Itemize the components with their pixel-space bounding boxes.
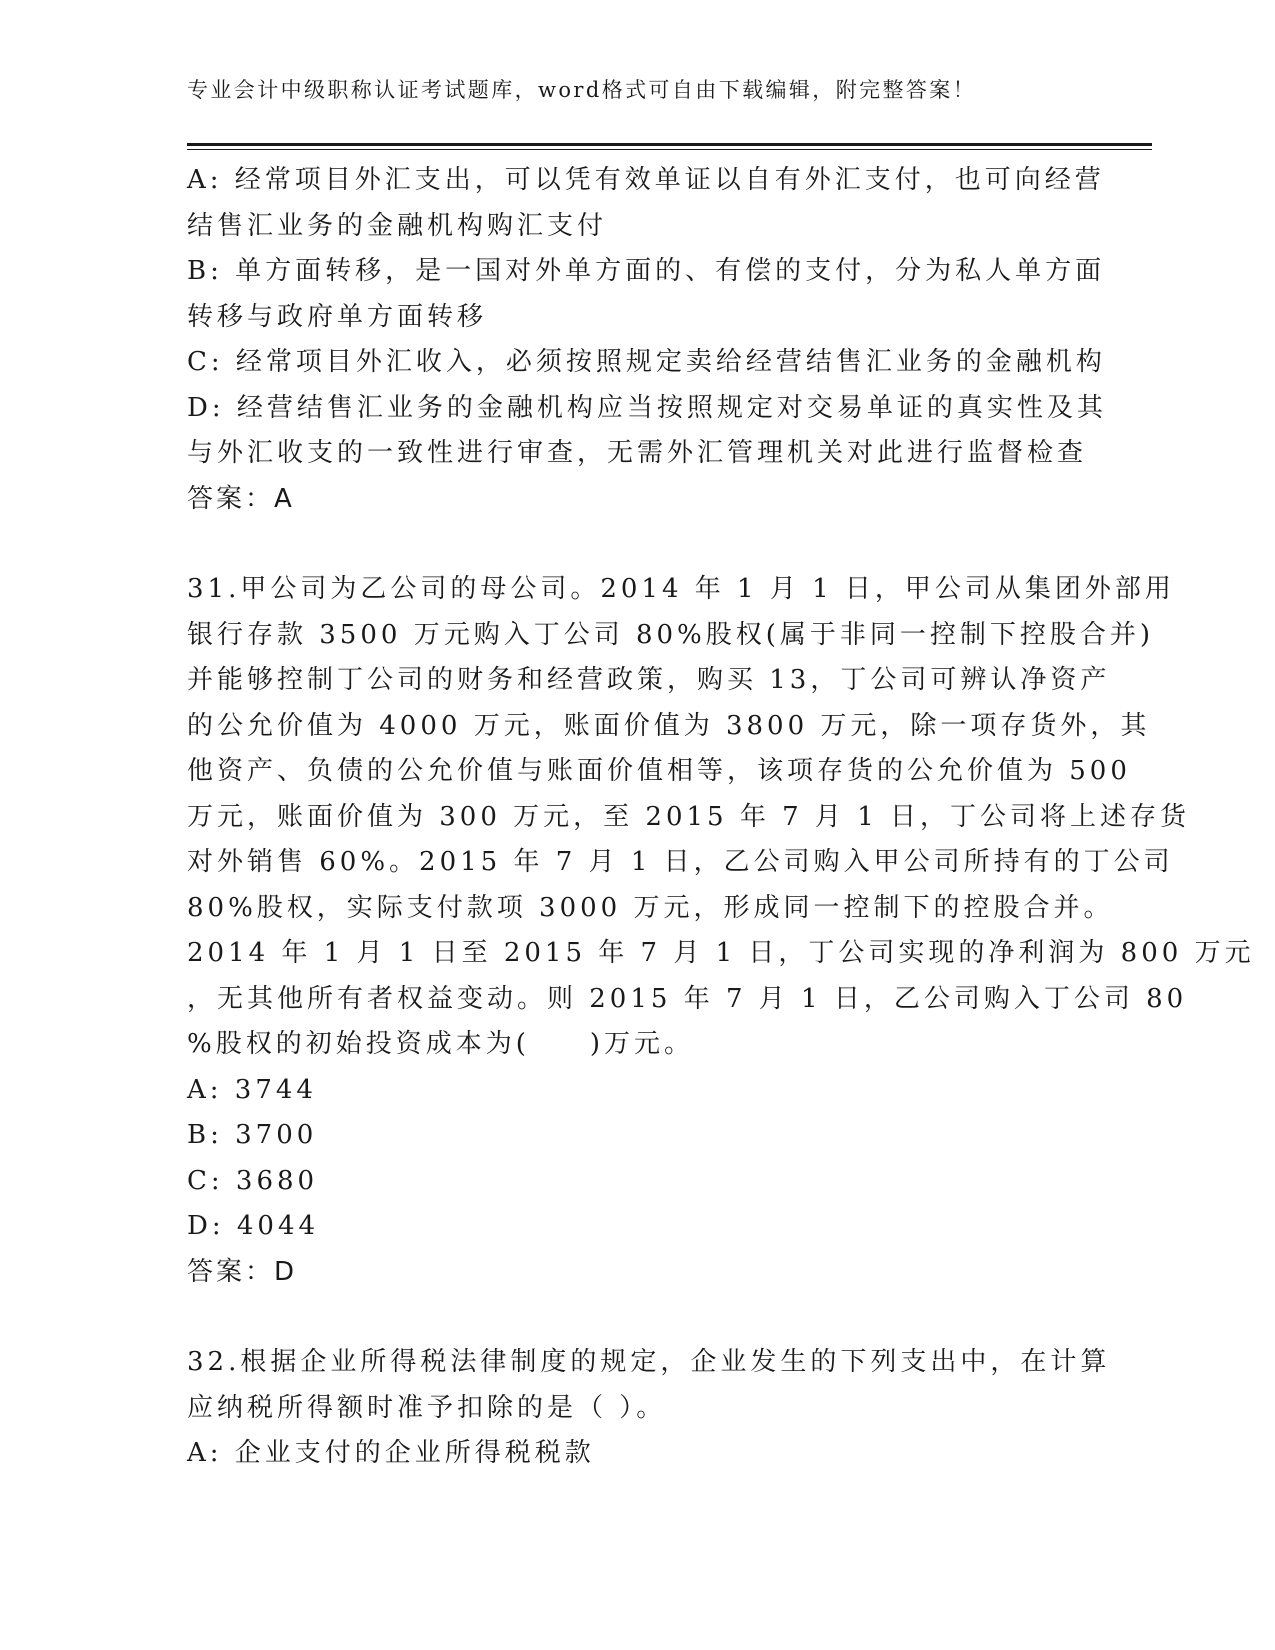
text-line: 对外销售 60%。2015 年 7 月 1 日，乙公司购入甲公司所持有的丁公司 [187, 847, 1174, 877]
text-line: 的公允价值为 4000 万元，账面价值为 3800 万元，除一项存货外，其 [187, 710, 1151, 741]
text-line: 2014 年 1 月 1 日至 2015 年 7 月 1 日，丁公司实现的净利润为 800 万元 [187, 938, 1255, 968]
text-line: 并能够控制丁公司的财务和经营政策，购买 13，丁公司可辨认净资产 [187, 665, 1111, 695]
text-line: 银行存款 3500 万元购入丁公司 80%股权(属于非同一控制下控股合并) [187, 619, 1155, 650]
text-line: 他资产、负债的公允价值与账面价值相等，该项存货的公允价值为 500 [187, 756, 1131, 786]
text-line: 应纳税所得额时准予扣除的是（ ）。 [187, 1392, 667, 1423]
text-line: D: 经营结售汇业务的金融机构应当按照规定对交易单证的真实性及其 [187, 392, 1107, 423]
text-line: ，无其他所有者权益变动。则 2015 年 7 月 1 日，乙公司购入丁公司 80 [187, 983, 1188, 1014]
text-line: C: 经常项目外汇收入，必须按照规定卖给经营结售汇业务的金融机构 [187, 347, 1106, 377]
header-rule-thin [187, 149, 1152, 150]
text-line: 80%股权，实际支付款项 3000 万元，形成同一控制下的控股合并。 [187, 892, 1114, 923]
text-line: D: 4044 [187, 1211, 320, 1241]
answer-line: 答案：D [187, 1256, 298, 1287]
text-line: 与外汇收支的一致性进行审查，无需外汇管理机关对此进行监督检查 [187, 438, 1088, 468]
text-line: 32.根据企业所得税法律制度的规定，企业发生的下列支出中，在计算 [187, 1347, 1111, 1377]
paragraph-gap [187, 522, 1087, 567]
paragraph-gap [187, 1295, 1087, 1340]
text-line: A: 企业支付的企业所得税税款 [187, 1438, 595, 1468]
answer-line: 答案：A [187, 483, 295, 514]
text-line: 31.甲公司为乙公司的母公司。2014 年 1 月 1 日，甲公司从集团外部用 [187, 574, 1175, 604]
header-rule-thick [187, 143, 1152, 146]
text-line: B: 3700 [187, 1120, 318, 1150]
text-line: 结售汇业务的金融机构购汇支付 [187, 210, 608, 241]
document-body [187, 158, 1255, 1477]
text-line: 万元，账面价值为 300 万元，至 2015 年 7 月 1 日，丁公司将上述存货 [187, 801, 1190, 832]
text-line: A: 经常项目外汇支出，可以凭有效单证以自有外汇支付，也可向经营 [187, 165, 1105, 195]
text-line: B: 单方面转移，是一国对外单方面的、有偿的支付，分为私人单方面 [187, 256, 1106, 286]
text-line: 转移与政府单方面转移 [187, 301, 488, 332]
text-line: C: 3680 [187, 1165, 319, 1196]
text-line: %股权的初始投资成本为( )万元。 [187, 1029, 694, 1059]
text-line: A: 3744 [187, 1074, 317, 1105]
page-header: 专业会计中级职称认证考试题库，word格式可自由下载编辑，附完整答案！ [187, 78, 977, 102]
